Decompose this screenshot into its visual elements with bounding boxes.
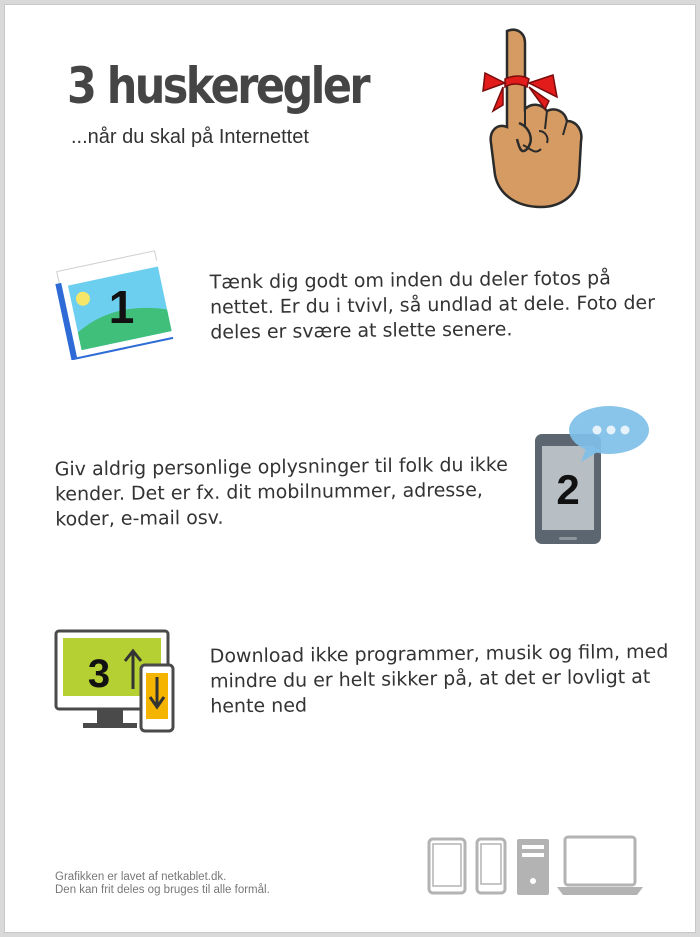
rule-number-3: 3 [87,652,111,696]
rule-number-1: 1 [108,280,135,333]
rule-number-2: 2 [556,466,580,513]
infographic-page [4,4,696,933]
phone-chat-icon [529,400,654,550]
finger-ribbon-icon [479,27,609,212]
rule-text-2: Giv aldrig personlige oplysninger til folk du ikke kender. Det er fx. dit mobilnummer, adresse, koder, e-mail osv. [54,453,508,531]
page-title: 3 huskeregler [67,57,369,115]
photo-icon [49,250,184,360]
devices-icon [425,833,650,899]
footer-credit [55,871,270,897]
monitor-download-icon [53,627,178,735]
rule-text-3: Download ikke programmer, musik og film, med mindre du er helt sikker på, at det er lovligt at hente ned [209,640,669,718]
footer-line-2: Den kan frit deles og bruges til alle formål. [55,884,270,896]
rule-text-1: Tænk dig godt om inden du deler fotos på nettet. Er du i tvivl, så undlad at dele. Foto der deles er svære at slette senere. [209,267,656,344]
page-subtitle: ...når du skal på Internettet [71,126,309,148]
footer-line-1: Grafikken er lavet af netkablet.dk. [55,871,227,883]
